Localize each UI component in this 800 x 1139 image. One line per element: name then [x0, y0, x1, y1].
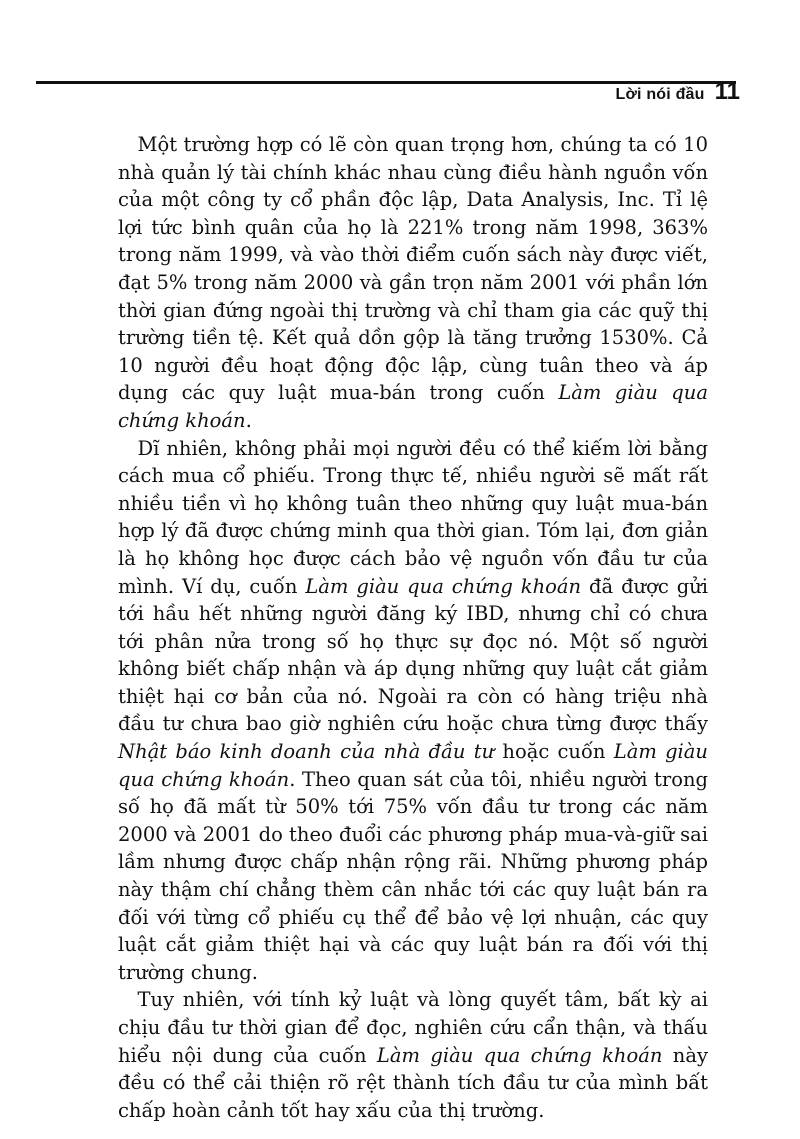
text-segment: Một trường hợp có lẽ còn quan trọng hơn, chúng ta có 10 nhà quản lý tài chính khác nhau cùng điều hành nguồn vốn của một công ty cổ phần độc lập, Data Analysis, Inc. Tỉ lệ lợi tức bình quân của họ là 221% trong năm 1998, 363% trong năm 1999, và vào thời điểm cuốn sách này được viết, đạt 5% trong năm 2000 và gần trọn năm 2001 với phần lớn thời gian đứng ngoài thị trường và chỉ tham gia các quỹ thị trường tiền tệ. Kết quả dồn gộp là tăng trưởng 1530%. Cả 10 người đều hoạt động độc lập, cùng tuân theo và áp dụng các quy luật mua-bán trong cuốn: [118, 133, 708, 405]
paragraph-2: [118, 435, 708, 987]
running-header: [616, 78, 741, 106]
book-title: Làm giàu qua chứng khoán: [376, 1043, 663, 1067]
paragraph-1: [118, 131, 708, 435]
chapter-title: Lời nói đầu: [615, 86, 705, 103]
book-title: Làm giàu qua chứng khoán: [118, 381, 708, 432]
text-segment: . Theo quan sát của tôi, nhiều người trong số họ đã mất từ 50% tới 75% vốn đầu tư trong các năm 2000 và 2001 do theo đuổi các phương pháp mua-và-giữ sai lầm nhưng được chấp nhận rộng rãi. Những phương pháp này thậm chí chẳng thèm cân nhắc tới các quy luật bán ra đối với từng cổ phiếu cụ thể để bảo vệ lợi nhuận, các quy luật cắt giảm thiệt hại và các quy luật bán ra đối với thị trường chung.: [118, 767, 708, 984]
body-text: [118, 131, 708, 1124]
book-title: Làm giàu qua chứng khoán: [118, 740, 708, 791]
text-segment: Dĩ nhiên, không phải mọi người đều có thể kiếm lời bằng cách mua cổ phiếu. Trong thực tế, nhiều người sẽ mất rất nhiều tiền vì họ không tuân theo những quy luật mua-bán hợp lý đã được chứng minh qua thời gian. Tóm lại, đơn giản là họ không học được cách bảo vệ nguồn vốn đầu tư của mình. Ví dụ, cuốn: [118, 436, 708, 598]
text-segment: hoặc cuốn: [494, 740, 614, 764]
text-segment: đã được gửi tới hầu hết những người đăng ký IBD, nhưng chỉ có chưa tới phân nửa trong số họ thực sự đọc nó. Một số người không biết chấp nhận và áp dụng những quy luật cắt giảm thiệt hại cơ bản của nó. Ngoài ra còn có hàng triệu nhà đầu tư chưa bao giờ nghiên cứu hoặc chưa từng được thấy: [118, 574, 708, 736]
book-title: Làm giàu qua chứng khoán: [305, 574, 582, 598]
text-segment: này đều có thể cải thiện rõ rệt thành tích đầu tư của mình bất chấp hoàn cảnh tốt hay xấu của thị trường.: [118, 1043, 708, 1122]
text-segment: .: [245, 408, 252, 432]
newspaper-title: Nhật báo kinh doanh của nhà đầu tư: [118, 740, 495, 764]
paragraph-3: [118, 986, 708, 1124]
page-number: 11: [714, 78, 740, 105]
text-segment: Tuy nhiên, với tính kỷ luật và lòng quyết tâm, bất kỳ ai chịu đầu tư thời gian để đọc, nghiên cứu cẩn thận, và thấu hiểu nội dung của cuốn: [118, 988, 708, 1067]
